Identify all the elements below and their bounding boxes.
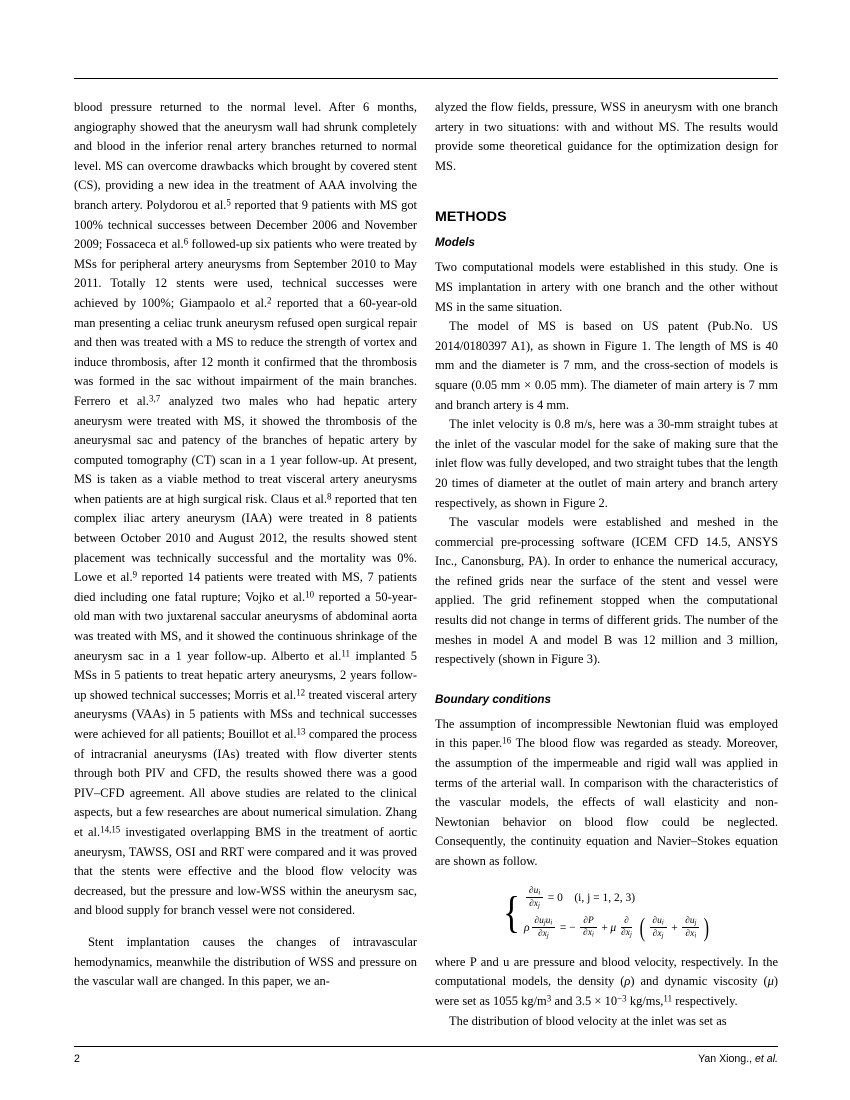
footer-et-al: et al. bbox=[755, 1053, 778, 1065]
fraction-denominator: $\partial x_j$ bbox=[529, 898, 540, 910]
spacer bbox=[435, 226, 778, 235]
text-units: kg/ms, bbox=[626, 993, 664, 1008]
equation-plus-2: + bbox=[671, 921, 678, 934]
fraction-numerator: $\partial u_j$ bbox=[682, 916, 699, 929]
paragraph-after-equation bbox=[435, 953, 778, 1012]
spacer bbox=[435, 670, 778, 692]
boundary-text-post: The blood flow was regarded as steady. Moreover, the assumption of the impermeable and rigid wall was applied in terms of the arterial wall. In comparison with the characteristics of the vascular models, the effects of wall elasticity and non-Newtonian behavior on blood flow could be neglected. Consequently, the continuity equation and Navier–Stokes equation are shown as follow. bbox=[435, 736, 778, 868]
page-number: 2 bbox=[74, 1053, 80, 1065]
reference-marker-11: 11 bbox=[663, 993, 673, 1004]
two-column-body bbox=[74, 98, 778, 1028]
fraction-denominator: $\partial x_i$ bbox=[583, 928, 594, 939]
fraction-duj-dxi bbox=[682, 916, 699, 940]
spacer bbox=[435, 940, 778, 953]
paragraph-models-3: The inlet velocity is 0.8 m/s, here was a 30-mm straight tubes at the inlet of the vascular model for the sake of making sure that the inlet flow was fully developed, and two straight tubes that the length 20 times of diameter at the outlet of main artery and branch artery respectively, as shown in Figure 2. bbox=[435, 417, 778, 510]
equation-equals-minus: = − bbox=[559, 921, 576, 934]
equation-equals-zero: = 0 bbox=[547, 891, 563, 904]
footer-author-name: Yan Xiong., bbox=[698, 1053, 756, 1065]
superscript-exponent: −3 bbox=[617, 993, 627, 1004]
paragraph-models-4: The vascular models were established and meshed in the commercial pre-processing software (ICEM CFD 14.5, ANSYS Inc., Canonsburg, PA). In order to enhance the numerical accuracy, the refined grids near the surface of the stent and vessel were applied. The grid refinement stopped when the computational results did not change in terms of different grids. The number of the meshes in model A and model B was 12 million and 3 million, respectively (shown in Figure 3). bbox=[435, 515, 778, 667]
page-footer bbox=[74, 1053, 778, 1065]
paren-open: ( bbox=[639, 912, 645, 942]
text-density-value: ) were set as 1055 kg/m bbox=[435, 974, 779, 1008]
equation-rows bbox=[524, 886, 712, 940]
fraction-d-dx bbox=[618, 916, 635, 940]
symbol-rho-inline: ρ bbox=[624, 974, 631, 989]
symbol-rho: ρ bbox=[523, 921, 530, 934]
subsection-heading-models: Models bbox=[435, 236, 475, 250]
equation-momentum bbox=[523, 912, 712, 942]
spacer bbox=[435, 707, 778, 715]
symbol-mu: μ bbox=[610, 921, 617, 934]
paragraph-stent-implantation: Stent implantation causes the changes of intravascular hemodynamics, meanwhile the distribution of WSS and pressure on the vascular wall are changed. In this paper, we an- bbox=[74, 934, 417, 989]
paragraph-spacer bbox=[74, 921, 417, 933]
paragraph-models-1: Two computational models were established in this study. One is MS implantation in artery with one branch and the other without MS in the same situation. bbox=[435, 260, 778, 314]
left-column bbox=[74, 98, 417, 992]
spacer bbox=[435, 250, 778, 258]
subsection-heading-boundary-conditions: Boundary conditions bbox=[435, 692, 551, 706]
text-where-P-u: where P and u are pressure and blood velocity, respectively. In the computational models, the density ( bbox=[435, 954, 778, 989]
fraction-du-dx bbox=[526, 886, 543, 910]
fraction-dui-dxj bbox=[650, 916, 667, 940]
footer-author-line bbox=[698, 1053, 778, 1065]
fraction-dP-dx bbox=[580, 916, 597, 940]
right-column bbox=[435, 98, 778, 1031]
fraction-denominator: $\partial x_j$ bbox=[652, 928, 664, 940]
paragraph-intro-continuation: alyzed the flow fields, pressure, WSS in aneurysm with one branch artery in two situations: with and without MS. The results would provide some theoretical guidance for the optimization design for MS. bbox=[435, 100, 778, 173]
fraction-numerator: ∂P bbox=[580, 916, 596, 928]
equation-brace: { bbox=[502, 887, 520, 937]
fraction-numerator: ∂ bbox=[621, 916, 632, 928]
paragraph-distribution: The distribution of blood velocity at the inlet was set as bbox=[449, 1013, 727, 1028]
fraction-numerator: $\partial u_i$ bbox=[650, 916, 667, 929]
spacer bbox=[435, 872, 778, 886]
equation-index-condition: (i, j = 1, 2, 3) bbox=[574, 891, 636, 904]
boundary-text-pre: The assumption of incompressible Newtonian fluid was employed in this paper. bbox=[435, 716, 778, 751]
text-respectively: respectively. bbox=[672, 993, 738, 1008]
fraction-denominator: $\partial x_j$ bbox=[621, 928, 632, 939]
reference-marker-16: 16 bbox=[502, 735, 512, 746]
paragraph-models-2: The model of MS is based on US patent (Pub.No. US 2014/0180397 A1), as shown in Figure 1. The length of MS is 40 mm and the diameter is 7 mm, and the cross-section of models is square (0.05 mm × 0.05 mm). The diameter of main artery is 7 mm and branch artery is 4 mm. bbox=[435, 319, 778, 412]
section-heading-methods: METHODS bbox=[435, 209, 507, 226]
superscript-cubed: 3 bbox=[546, 993, 552, 1004]
fraction-denominator: $\partial x_j$ bbox=[538, 928, 549, 940]
fraction-denominator: $\partial x_i$ bbox=[685, 928, 697, 940]
methods-heading-spacer bbox=[435, 176, 778, 209]
equation-continuity bbox=[524, 886, 712, 910]
fraction-numerator: $\partial u_i$ bbox=[526, 886, 543, 899]
equation-plus: + bbox=[601, 921, 608, 934]
text-dynamic-viscosity: ) and dynamic viscosity ( bbox=[630, 974, 768, 989]
text-viscosity-value: and 3.5 × 10 bbox=[551, 993, 618, 1008]
paren-close: ) bbox=[704, 912, 710, 942]
paragraph-continuation: blood pressure returned to the normal level. After 6 months, angiography showed that the aneurysm wall had shrunk completely and blood in the inferior renal artery branches returned to normal level. MS can overcome drawbacks which brought by covered stent (CS), providing a new idea in the treatment of AAA involving the branch artery. Polydorou et al.$^5$ reported that 9 patients with MS got 100% technical successes between December 2006 and November 2009; Fossaceca et al.$^6$ followed-up six patients who were treated by MSs for peripheral artery aneurysms from September 2010 to May 2011. Totally 12 stents were used, technical successes were achieved by 100%; Giampaolo et al.$^2$ reported that a 60-year-old man presenting a celiac trunk aneurysm refused open surgical repair and then was treated with a MS to reduce the strength of vortex and induce thrombosis, after 12 month it confirmed that the thrombosis was formed in the sac without impairment of the main branches. Ferrero et al.$^{3,7}$ analyzed two males who had hepatic artery aneurysm were treated with MS, it showed the thrombosis of the aneurysmal sac and patency of the branches of hepatic artery by computed tomography (CT) scan in a 1 year follow-up. At present, MS is taken as a viable method to treat visceral artery aneurysms when patients are at high surgical risk. Claus et al.$^8$ reported that ten complex iliac artery aneurysm (IAA) were treated in 8 patients between October 2010 and August 2012, the results showed stent placement was technically successful and the mortality was 0%. Lowe et al.$^9$ reported 14 patients were treated with MS, 7 patients died including one fatal rupture; Vojko et al.$^{10}$ reported a 50-year-old man with two juxtarenal saccular aneurysms of abdominal aorta was treated with MS, and it showed the continuous shrinkage of the aneurysm sac in a 1 year follow-up. Alberto et al.$^{11}$ implanted 5 MSs in 5 patients to treat hepatic artery aneurysms, 2 years follow-up showed technical successes; Morris et al.$^{12}$ treated visceral artery aneurysms (VAAs) in 5 patients with MSs and technical successes were achieved for all patients; Bouillot et al.$^{13}$ compared the process of intracranial aneurysms (IAs) treated with flow diverter stents through both PIV and CFD, the results showed there was a good PIV–CFD agreement. All above studies are related to the clinical aspects, but a few researches are about numerical simulation. Zhang et al.$^{14,15}$ investigated overlapping BMS in the treatment of aortic aneurysm, TAWSS, OSI and RRT were compared and it was proved that the stents were effective and the blood flow velocity was decreased, but the pressure and low-WSS within the aneurysm sac, and blood supply for branch vessel were not considered. bbox=[74, 100, 418, 918]
fraction-numerator: $\partial u_ju_i$ bbox=[532, 916, 556, 929]
equation-block-navier-stokes bbox=[435, 886, 778, 940]
symbol-mu-inline: μ bbox=[767, 974, 774, 989]
paragraph-boundary-conditions bbox=[435, 715, 778, 872]
fraction-duu-dx bbox=[532, 916, 556, 940]
header-rule bbox=[74, 78, 778, 79]
footer-rule bbox=[74, 1046, 778, 1047]
